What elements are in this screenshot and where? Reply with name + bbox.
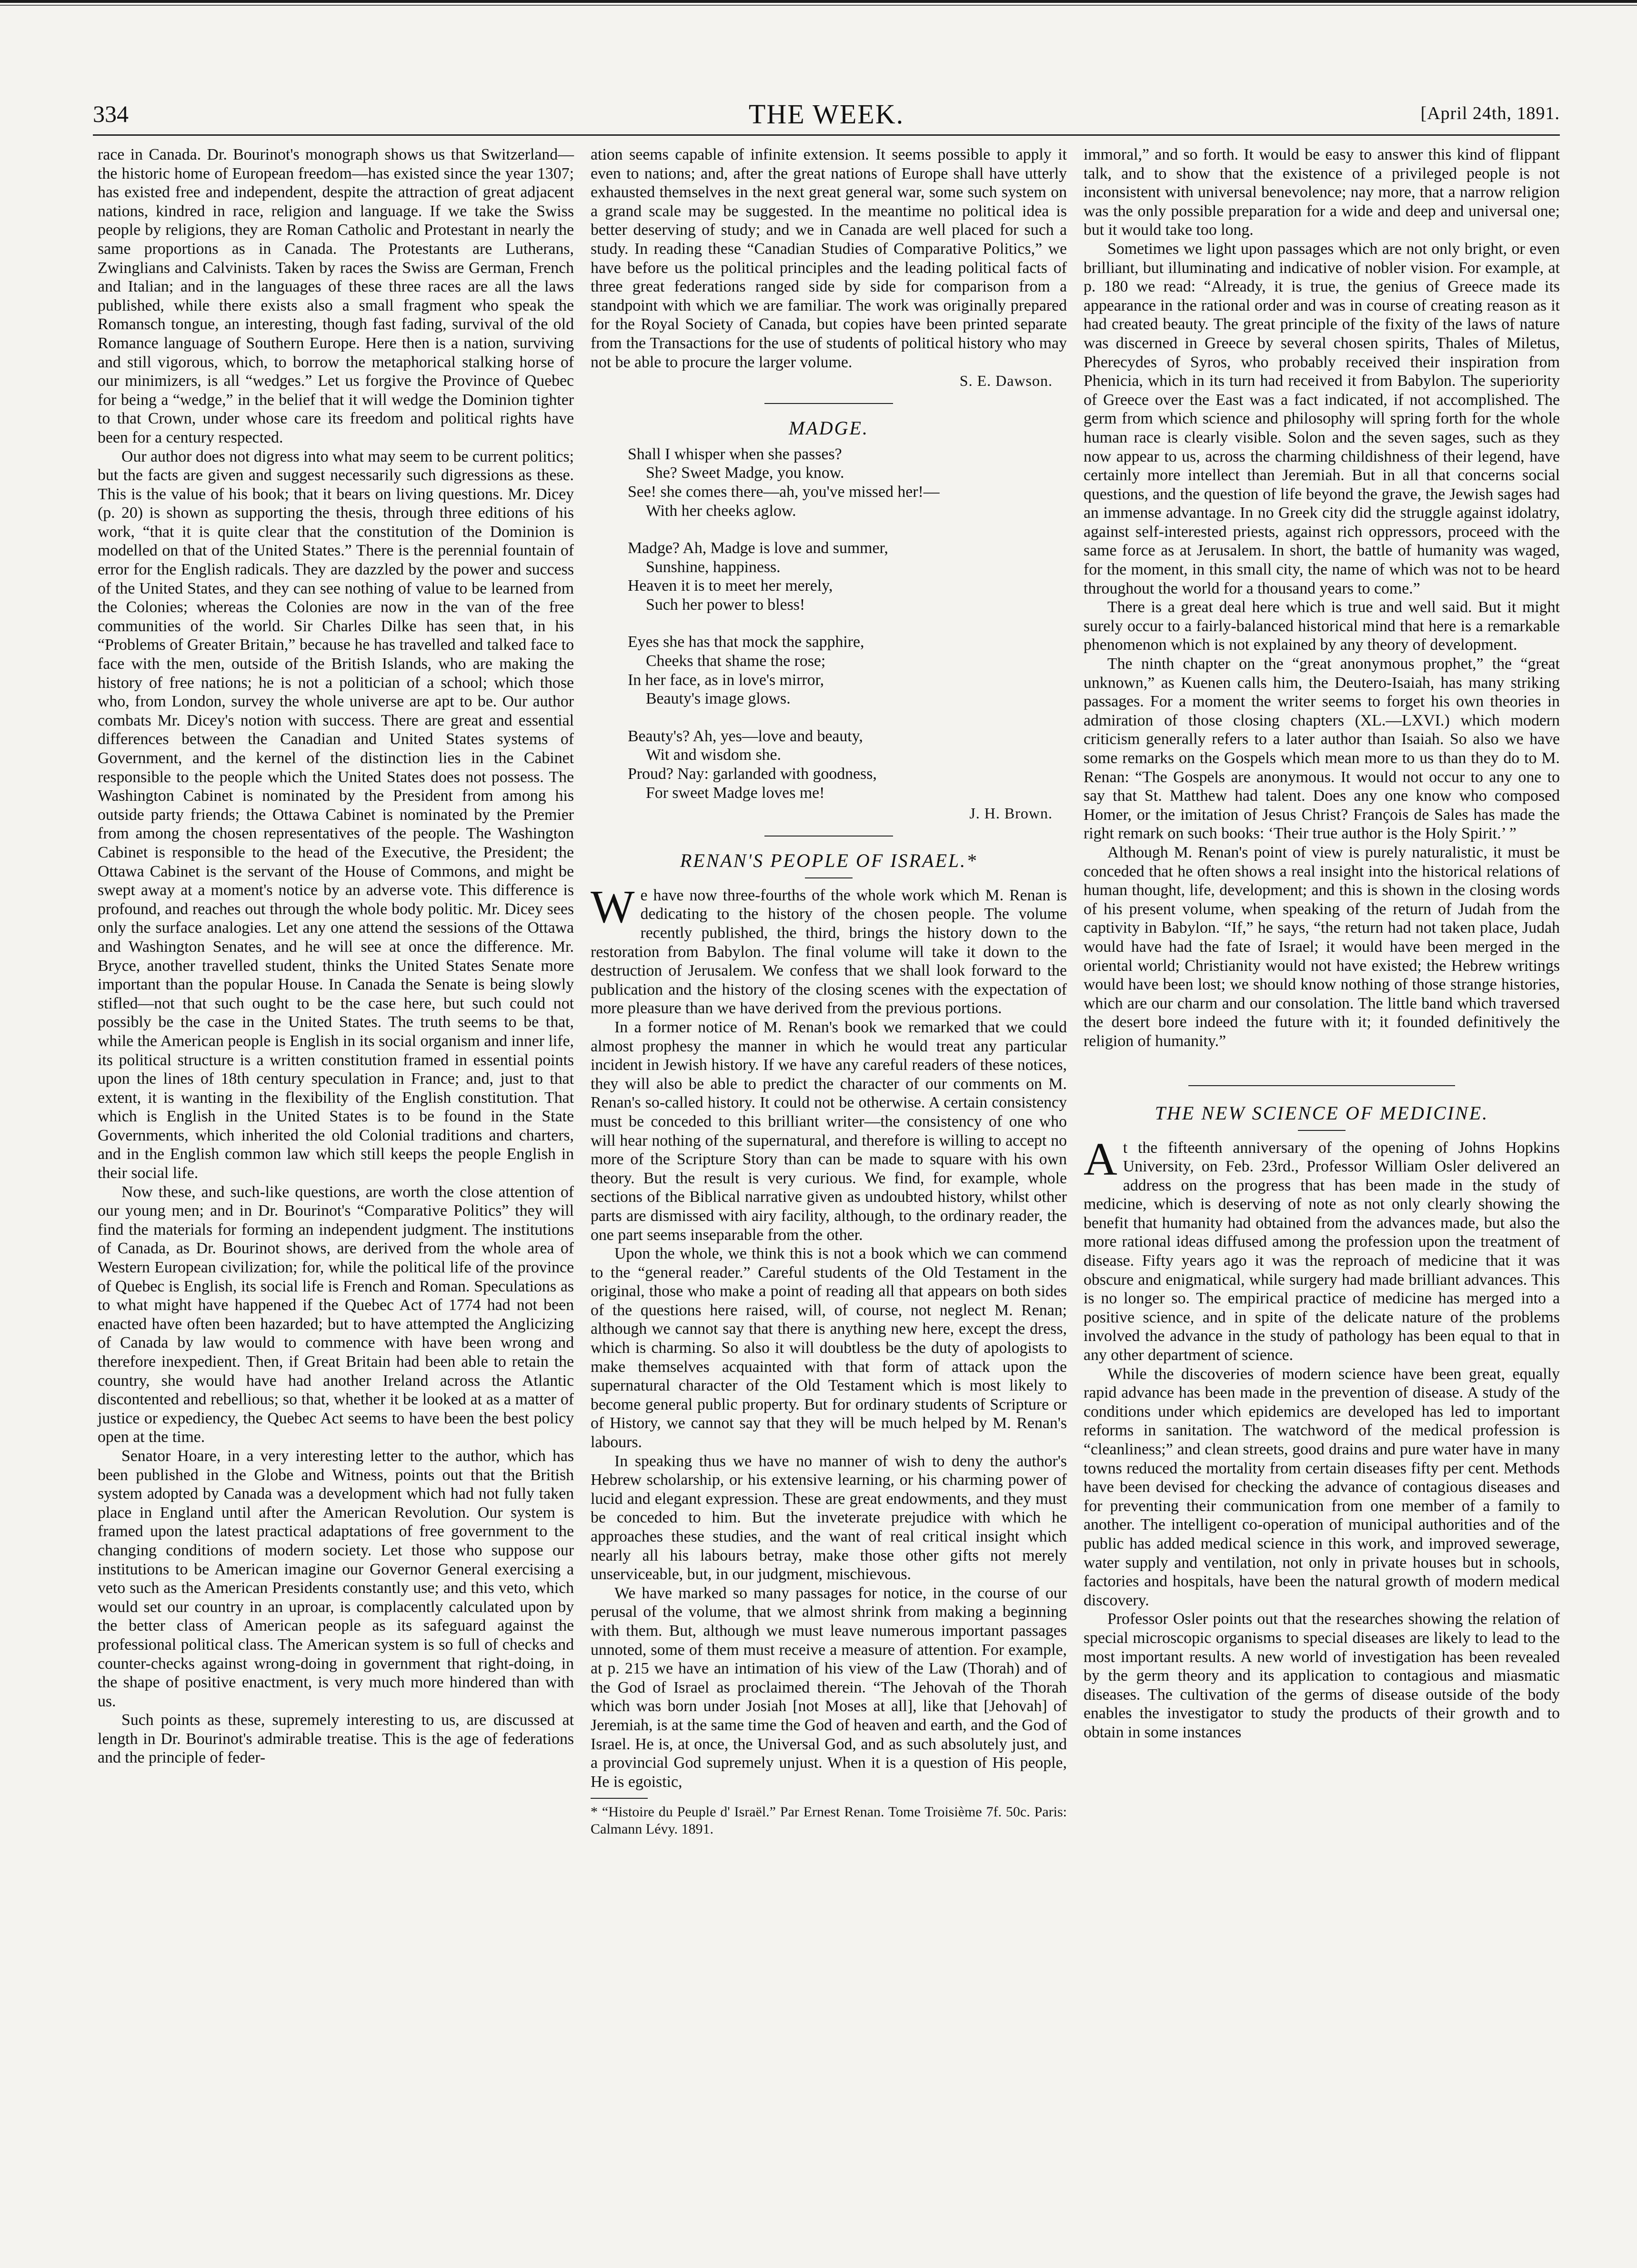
poem-line: Beauty's image glows. [646,690,791,708]
paragraph: Senator Hoare, in a very interesting letter to the author, which has been published in the Globe and Witness, points out that the British system adopted by Canada was a development which had not fully taken place in England until after the American Revolution. Our system is framed upon the latest practical adaptations of free government to the changing conditions of modern society. Let those who suppose our institutions to be American imagine our Governor General exercising a veto such as the American Presidents constantly use; and this veto, which would set our country in an uproar, is complacently calculated upon by the better class of American people as its safeguard against the professional political class. The American system is so full of checks and counter-checks against wrong-doing in government that right-doing, in the shape of positive enactment, is very much more hindered than with us. [98,1447,574,1710]
paragraph: There is a great deal here which is true and well said. But it might surely occur to a fairly-balanced historical mind that here is a remarkable phenomenon which is not explained by any theory of development. [1084,598,1560,654]
paragraph: Sometimes we light upon passages which are not only bright, or even brilliant, but illuminating and indicative of nobler vision. For example, at p. 180 we read: “Already, it is true, the genius of Greece made its appearance in the rational order and was in course of creating reason as it had created beauty. The great principle of the fixity of the laws of nature was discerned in Greece by several chosen spirits, Thales of Miletus, Pherecydes of Syros, who probably received their inspiration from Phenicia, which in its turn had received it from Babylon. The superiority of Greece over the East was a fact indicated, if not accomplished. The germ from which science and philosophy will spring forth for the whole human race is clearly visible. Solon and the seven sages, such as they now appear to us, across the charming childishness of their legend, have certainly more intellect than Jeremiah. But in all that concerns social questions, and the question of life beyond the grave, the Jewish sages had an immense advantage. In no Greek city did the struggle against idolatry, against self-interested priests, against rich oppressors, proceed with the same force as at Jerusalem. In short, the battle of humanity was waged, for the moment, in this small city, the name of which was not to be heard throughout the world for a thousand years to come.” [1084,240,1560,597]
column-3 [1084,145,1560,1742]
section-divider [764,403,893,404]
poem-line: Wit and wisdom she. [646,746,782,764]
page-torn-edge [0,0,1637,10]
poem-line: Cheeks that shame the rose; [646,652,826,670]
paragraph: The ninth chapter on the “great anonymous prophet,” the “great unknown,” as Kuenen calls him, the Deutero-Isaiah, has many striking passages. For a moment the writer seems to forget his own theories in admiration of those closing chapters (XL.—LXVI.) which modern criticism generally refers to a later author than Isaiah. So also we have some remarks on the Gospels which mean more to us than they do to M. Renan: “The Gospels are anonymous. It would not occur to any one to say that St. Matthew had talent. Does any one know who composed Homer, or the imitation of Jesus Christ? François de Sales has made the right remark on such books: ‘Their true author is the Holy Spirit.’ ” [1084,655,1560,843]
article-signature: S. E. Dawson. [959,372,1053,390]
poem-stanza [628,633,1067,708]
paragraph [1084,1133,1560,1365]
paragraph: Now these, and such-like questions, are worth the close attention of our young men; and in Dr. Bourinot's “Comparative Politics” they will find the materials for forming an independent judgment. The institutions of Canada, as Dr. Bourinot shows, are derived from the whole area of Western European civilization; for, while the political life of the province of Quebec is English, its social life is French and Roman. Speculations as to what might have happened if the Quebec Act of 1774 had not been enacted have often been hazarded; but to have attempted the Anglicizing of Canada by law would to commence with have been wrong and therefore inexpedient. Then, if Great Britain had been able to retain the country, she would have had another Ireland across the Atlantic discontented and rebellious; so that, whether it be looked at as a matter of justice or expediency, the Quebec Act seems to have been the best policy open at the time. [98,1183,574,1446]
poem-line: Madge? Ah, Madge is love and summer, [628,539,888,557]
poem-line: Eyes she has that mock the sapphire, [628,633,864,651]
footnote: * “Histoire du Peuple d' Israël.” Par Ernest Renan. Tome Troisième 7f. 50c. Paris: Calmann Lévy. 1891. [591,1804,1067,1837]
running-header [93,100,1560,133]
section-divider [1188,1085,1455,1086]
poem-stanza [628,727,1067,802]
paragraph: While the discoveries of modern science have been great, equally rapid advance has been made in the prevention of disease. A study of the conditions under which epidemics are developed has led to important reforms in sanitation. The watchword of the medical profession is “cleanliness;” and clean streets, good drains and pure water have in many towns reduced the mortality from certain diseases fifty per cent. Methods have been devised for checking the advance of contagious diseases and for preventing their communication from one member of a family to another. The intelligent co-operation of municipal authorities and of the public has added medical science in this work, and improved sewerage, water supply and ventilation, not only in private houses but in schools, factories and hospitals, have been the natural growth of modern medical discovery. [1084,1365,1560,1609]
poem-line: Beauty's? Ah, yes—love and beauty, [628,727,863,745]
review-title: RENAN'S PEOPLE OF ISRAEL.* [680,849,978,871]
poem-line: Shall I whisper when she passes? [628,445,842,463]
paragraph-text: e have now three-fourths of the whole work which M. Renan is dedicating to the history of the chosen people. The volume recently published, the third, brings the history down to the restoration from Babylon. The final volume will take it down to the destruction of Jerusalem. We confess that we shall look forward to the publication and the history of the closing scenes with the expectation of more pleasure than we have derived from the previous portions. [591,886,1067,1018]
page-number: 334 [93,101,129,127]
footnote-rule [591,1798,648,1799]
drop-cap: A [1084,1133,1117,1185]
paragraph: Professor Osler points out that the researches showing the relation of special microscopic organisms to special diseases are likely to lead to the most important results. A new world of investigation has been revealed by the germ theory and its application to contagious and miasmatic diseases. The cultivation of the germs of disease outside of the body enables the investigator to study the products of their growth and to obtain in some instances [1084,1610,1560,1741]
poem-line: Such her power to bless! [646,595,805,614]
drop-cap: W [591,881,635,933]
paragraph: Although M. Renan's point of view is purely naturalistic, it must be conceded that he often shows a real insight into the historical relations of human thought, life, development; and this is shown in the closing words of his present volume, when speaking of the return of Judah from the captivity in Babylon. “If,” he says, “the return had not taken place, Judah would have had the fate of Israel; it would have been merged in the oriental world; Christianity would not have existed; the Hebrew writings would have been lost; we should know nothing of those strange histories, which are our charm and our consolation. The little band which traversed the desert bore indeed the future with it; it founded definitively the religion of humanity.” [1084,843,1560,1050]
paragraph: Our author does not digress into what may seem to be current politics; but the facts are given and suggest necessarily such digressions as these. This is the value of his book; that it bears on living questions. Mr. Dicey (p. 20) is shown as supporting the thesis, through three editions of his work, “that it is quite clear that the constitution of the Dominion is modelled on that of the United States.” There is the perennial fountain of error for the English radicals. They are dazzled by the power and success of the United States, and they can see nothing of value to be learned from the Colonies; whereas the Colonies are now in the van of the free communities of the world. Sir Charles Dilke has seen that, in his “Problems of Greater Britain,” because he has travelled and talked face to face with the men, outside of the British Islands, who are making the history of free nations; he is not a politician of a school; which those who, from London, survey the whole universe are apt to be. Our author combats Mr. Dicey's notion with success. There are great and essential differences between the Canadian and United States systems of Government, and the kernel of the distinction lies in the Cabinet responsible to the people which the United States does not possess. The Washington Cabinet is nominated by the President from among his outside party friends; the Ottawa Cabinet is nominated by the Premier from among the chosen representatives of the people. The Washington Cabinet is responsible to the head of the Executive, the President; the Ottawa Cabinet is the servant of the House of Commons, and might be swept away at a moment's notice by an adverse vote. This difference is profound, and reaches out through the whole body politic. Mr. Dicey sees only the surface analogies. Let any one attend the sessions of the Ottawa and Washington Senates, and he will see at once the difference. Mr. Bryce, another travelled student, thinks the United States Senate more important than the popular House. In Canada the Senate is being slowly stifled—not that such ought to be the case here, but such could not possibly be the case in the United States. The truth seems to be that, while the American people is English in its social organism and inner life, its political structure is a written constitution framed in essential points upon the lines of 18th century speculation in France; and, just to that extent, it is wanting in the flexibility of the English constitution. That which is English in the United States is to be found in the State Governments, which inherited the old Colonial traditions and charters, and in the English common law which still keeps the people English in their social life. [98,447,574,1182]
title-underline [1298,1130,1346,1131]
masthead-title: THE WEEK. [748,99,904,130]
poem-stanza [628,539,1067,614]
poem-line: Heaven it is to meet her merely, [628,577,833,595]
poem-title: MADGE. [789,417,869,439]
paragraph: ation seems capable of infinite extension. It seems possible to apply it even to nations; and, after the great nations of Europe shall have utterly exhausted themselves in the next great general war, some such system on a grand scale may be suggested. In the meantime no political idea is better deserving of study; and we in Canada are well placed for such a study. In reading these “Canadian Studies of Comparative Politics,” we have before us the political principles and the leading political facts of three great federations ranged side by side for comparison from a standpoint with which we are familiar. The work was originally prepared for the Royal Society of Canada, but copies have been printed separate from the Transactions for the use of students of political history who may not be able to procure the larger volume. [591,146,1067,371]
poem-line: She? Sweet Madge, you know. [646,464,844,482]
paragraph: race in Canada. Dr. Bourinot's monograph shows us that Switzerland—the historic home of European freedom—has existed since the year 1307; has existed free and independent, despite the attraction of great adjacent nations, kindred in race, religion and language. If we take the Swiss people by religions, they are Roman Catholic and Protestant in nearly the same proportions as in Canada. The Protestants are Lutherans, Zwinglians and Calvinists. Taken by races the Swiss are German, French and Italian; and in the languages of these three races are all the laws published, while there exists also a small fragment who speak the Romansch tongue, an interesting, though fast fading, survival of the old Romance language of Southern Europe. Here then is a nation, surviving and still vigorous, which, to borrow the metaphorical stalking horse of our minimizers, is all “wedges.” Let us forgive the Province of Quebec for being a “wedge,” in the belief that it will wedge the Dominion tighter to that Crown, under whose care its freedom and political rights have been for a century respected. [98,146,574,446]
issue-date: [April 24th, 1891. [1420,103,1560,123]
poem-line: Sunshine, happiness. [646,558,781,576]
paragraph: In a former notice of M. Renan's book we remarked that we could almost prophesy the manner in which he would treat any particular incident in Jewish history. If we have any careful readers of these notices, they will also be able to predict the character of our comments on M. Renan's so-called history. It could not be otherwise. A certain consistency must be conceded to this brilliant writer—the consistency of one who will hear nothing of the supernatural, and therefore is willing to accept no more of the Scripture Story than can be made to square with his own theory. But the result is very curious. We find, for example, whole sections of the Biblical narrative given as undoubted history, whilst other parts are dismissed with airy facility, although, to the ordinary reader, the one part seems inseparable from the other. [591,1018,1067,1244]
poem-line: Proud? Nay: garlanded with goodness, [628,765,877,783]
medicine-article-title: THE NEW SCIENCE OF MEDICINE. [1155,1102,1489,1124]
header-rule [93,134,1560,136]
paragraph-text: t the fifteenth anniversary of the opening of Johns Hopkins University, on Feb. 23rd., Professor William Osler delivered an address on the progress that has been made in the study of medicine, which is deserving of note as not only clearly showing the benefit that humanity had obtained from the advances made, but also the more rational ideas diffused among the profession upon the treatment of disease. Fifty years ago it was the reproach of medicine that it was obscure and enigmatical, while surgery had made brilliant advances. This is no longer so. The empirical practice of medicine has merged into a positive science, and in spite of the delicate nature of the problems involved the advance in the study of pathology has been equal to that in any other department of science. [1084,1139,1560,1364]
section-divider [764,836,893,837]
poem-stanza [628,445,1067,520]
poem-line: With her cheeks aglow. [646,502,796,520]
poem [628,445,1067,803]
paragraph: We have marked so many passages for notice, in the course of our perusal of the volume, that we almost shrink from making a beginning with them. But, although we must leave numerous important passages unnoted, some of them must receive a measure of attention. For example, at p. 215 we have an intimation of his view of the Law (Thorah) and of the God of Israel as proclaimed therein. “The Jehovah of the Thorah which was born under Josiah [not Moses at all], like that [Jehovah] of Jeremiah, is at the same time the God of heaven and earth, and the God of Israel. He is, at once, the Universal God, and as such absolutely just, and a provincial God supremely unjust. When it is a question of His people, He is egoistic, [591,1584,1067,1791]
paragraph: immoral,” and so forth. It would be easy to answer this kind of flippant talk, and to show that the existence of a privileged people is not inconsistent with universal benevolence; nay more, that a narrow religion was the only possible preparation for a wide and deep and universal one; but it would take too long. [1084,146,1560,239]
column-1 [98,145,574,1767]
paragraph: Such points as these, supremely interesting to us, are discussed at length in Dr. Bourinot's admirable treatise. This is the age of federations and the principle of feder- [98,1711,574,1767]
title-underline [805,877,853,878]
poem-line: In her face, as in love's mirror, [628,671,824,689]
poem-line: See! she comes there—ah, you've missed her!— [628,483,940,501]
poem-signature: J. H. Brown. [969,805,1053,822]
poem-line: For sweet Madge loves me! [646,784,825,802]
column-2 [591,145,1067,1838]
paragraph [591,881,1067,1018]
paragraph: Upon the whole, we think this is not a book which we can commend to the “general reader.” Careful students of the Old Testament in the original, those who make a point of reading all that appears on both sides of the questions here raised, will, of course, not neglect M. Renan; although we cannot say that there is anything new here, except the dress, which is charming. So also it will doubtless be the duty of apologists to make themselves acquainted with that form of attack upon the supernatural character of the Old Testament which is most likely to become general public property. But for ordinary students of Scripture or of History, we cannot say that they will be much helped by M. Renan's labours. [591,1245,1067,1452]
paragraph: In speaking thus we have no manner of wish to deny the author's Hebrew scholarship, or his extensive learning, or his charming power of lucid and elegant expression. These are great endowments, and they must be conceded to him. But the inveterate prejudice with which he approaches these studies, and the want of real critical insight which nearly all his labours betray, make those other gifts not merely unserviceable, but, in our judgment, mischievous. [591,1452,1067,1583]
